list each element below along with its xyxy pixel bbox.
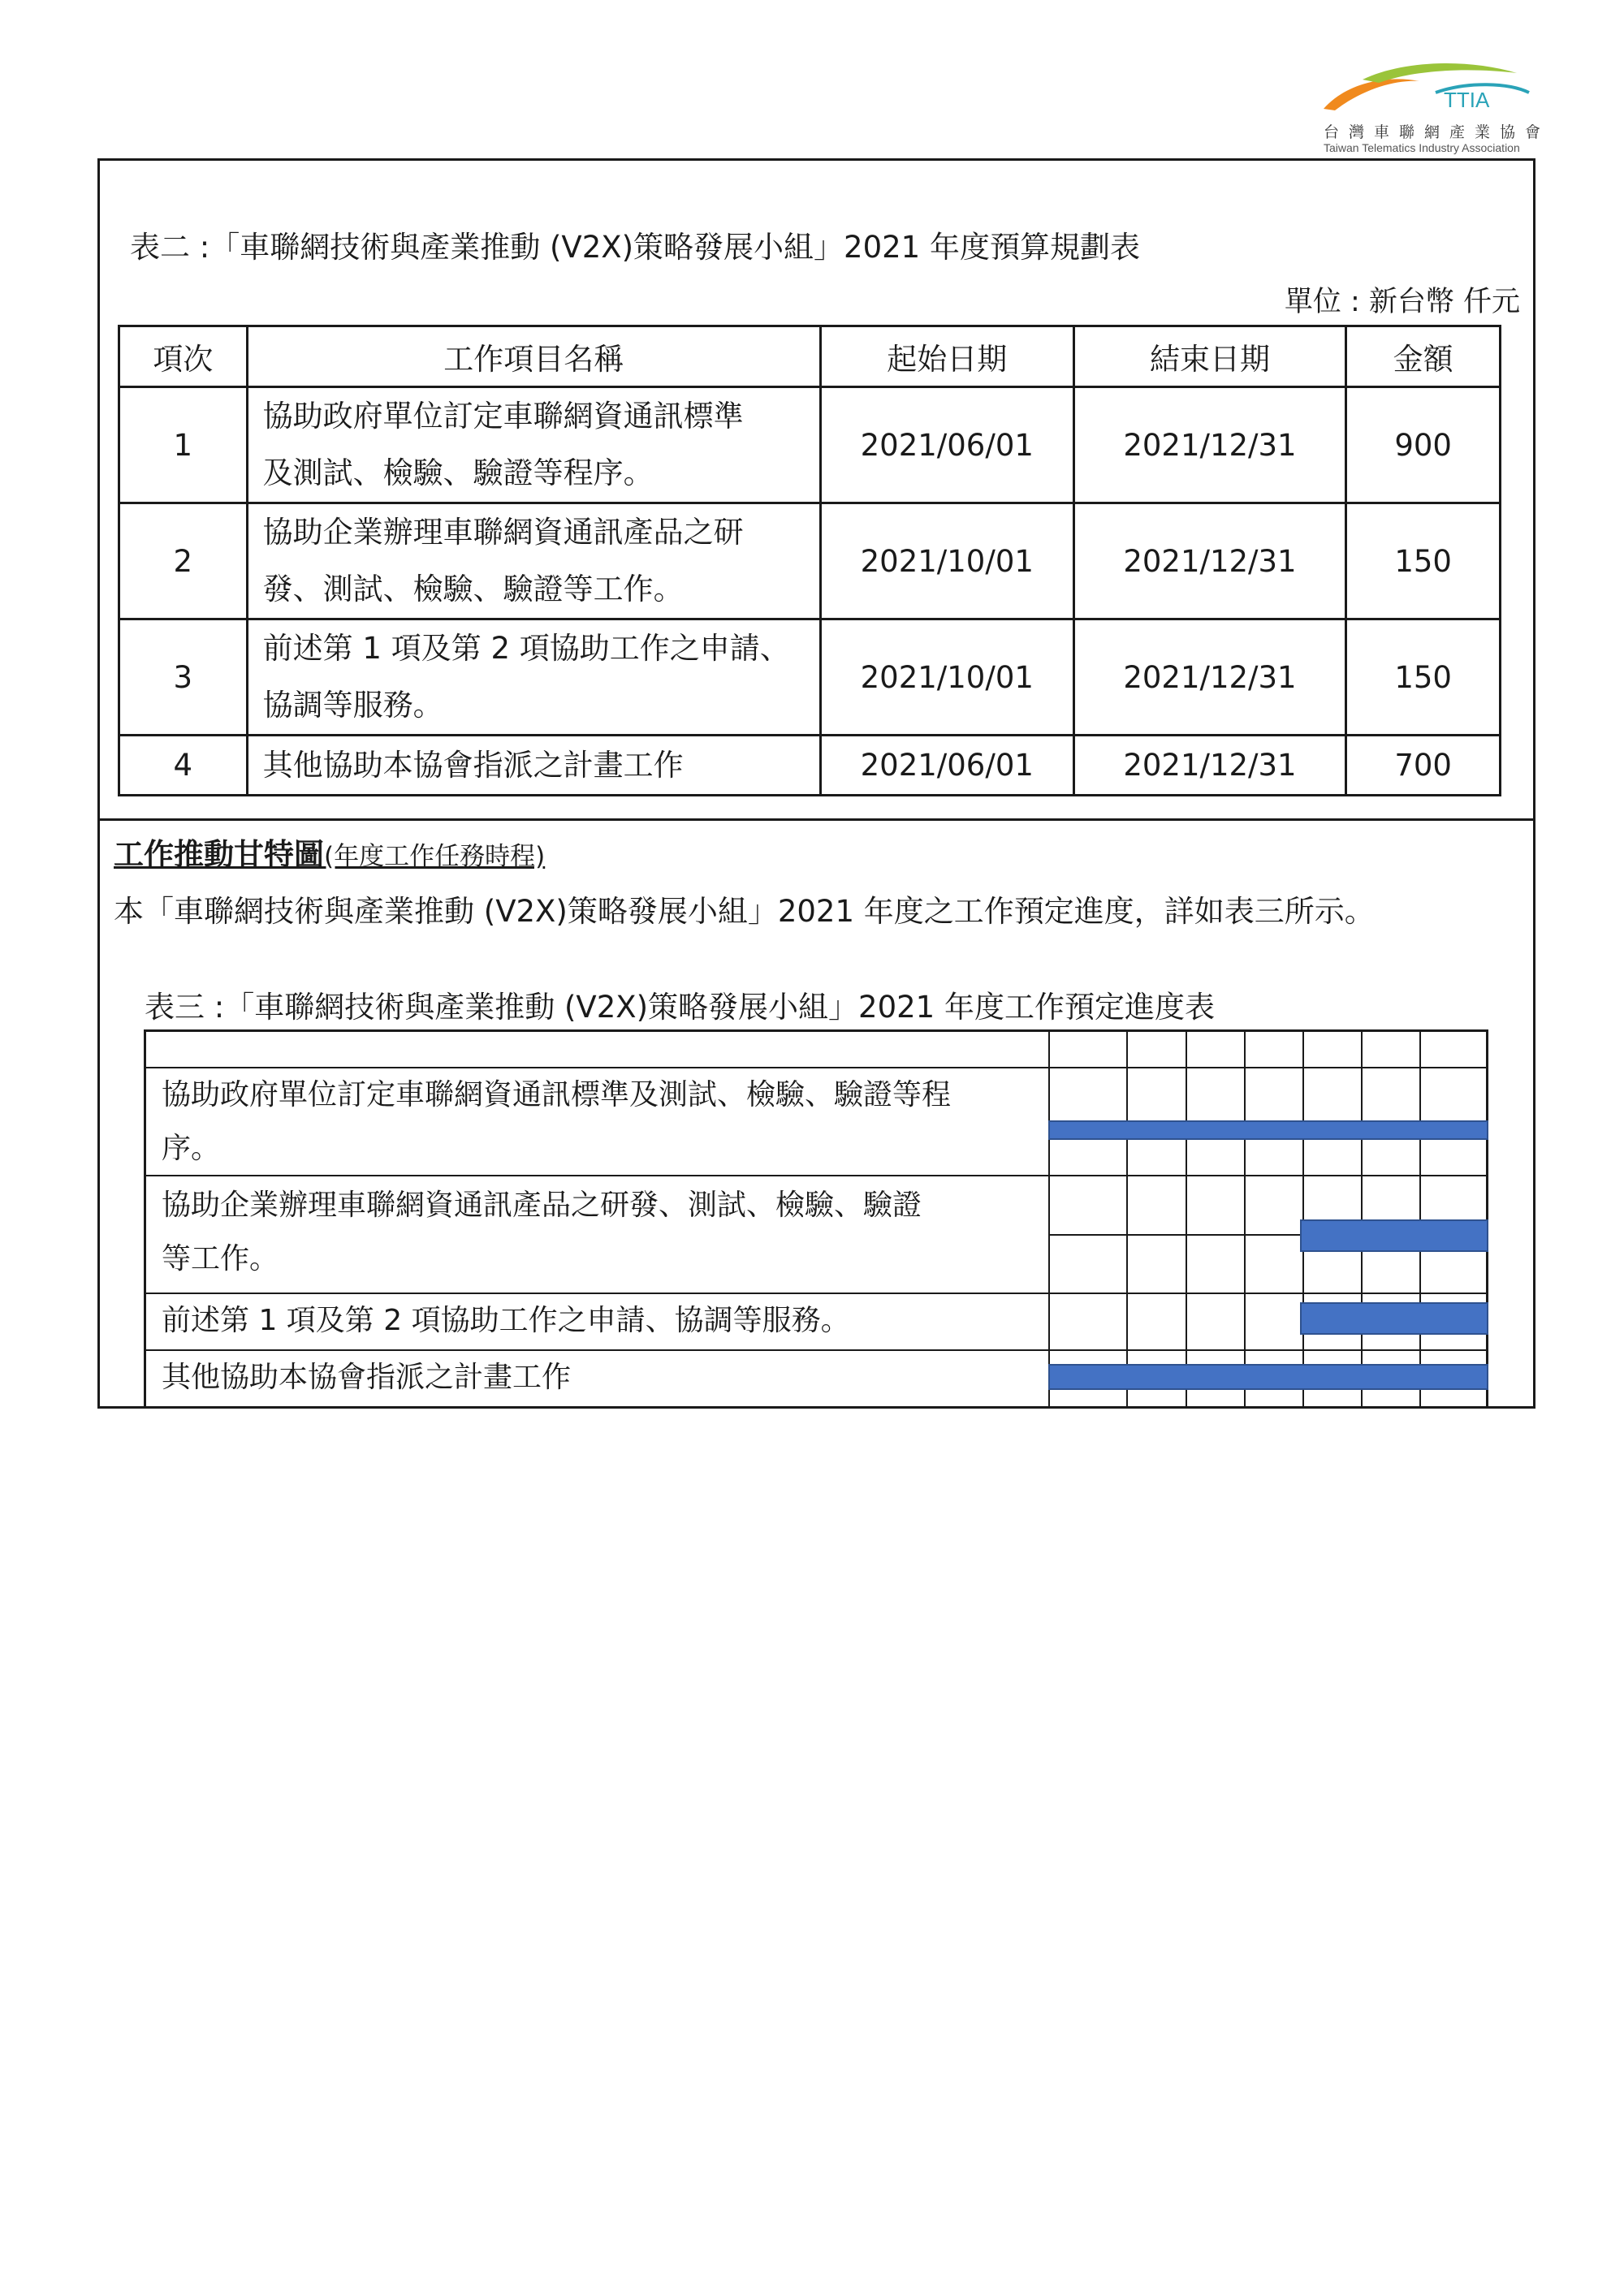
header-end-date: 結束日期 — [1073, 326, 1346, 387]
header-amount: 金額 — [1346, 326, 1501, 387]
logo-swoosh-orange — [1324, 79, 1419, 110]
header-item-no: 項次 — [119, 326, 248, 387]
logo-mark: TTIA — [1444, 88, 1490, 112]
item-no: 2 — [119, 503, 248, 619]
table2-unit: 單位 : 新台幣 仟元 — [1284, 286, 1520, 318]
gantt-task-line: 其他協助本協會指派之計畫工作 — [162, 1361, 572, 1394]
end-date: 2021/12/31 — [1073, 619, 1346, 736]
item-name-line: 及測試、檢驗、驗證等程序。 — [262, 455, 654, 490]
amount: 900 — [1346, 387, 1501, 503]
end-date: 2021/12/31 — [1073, 387, 1346, 503]
logo-swoosh-green — [1363, 63, 1517, 83]
header-start-date: 起始日期 — [820, 326, 1073, 387]
gantt-task-label — [162, 1294, 850, 1348]
gantt-border-bottom — [144, 1406, 1488, 1409]
budget-table — [118, 325, 1501, 796]
start-date: 2021/10/01 — [820, 619, 1073, 736]
table-row — [119, 387, 1501, 503]
gantt-task-line: 等工作。 — [162, 1242, 279, 1275]
header-item-name: 工作項目名稱 — [247, 326, 820, 387]
end-date: 2021/12/31 — [1073, 503, 1346, 619]
end-date: 2021/12/31 — [1073, 736, 1346, 796]
gantt-title-sub: (年度工作任務時程) — [324, 842, 546, 871]
table-row — [119, 736, 1501, 796]
amount: 150 — [1346, 619, 1501, 736]
amount: 150 — [1346, 503, 1501, 619]
gantt-title-main: 工作推動甘特圖 — [114, 837, 324, 872]
gantt-task-label — [162, 1068, 951, 1176]
gantt-col-line — [1048, 1029, 1050, 1409]
gantt-col-line — [1244, 1029, 1246, 1409]
item-name-line: 前述第 1 項及第 2 項協助工作之申請、 — [262, 631, 790, 666]
gantt-task-line: 協助企業辦理車聯網資通訊產品之研發、測試、檢驗、驗證 — [162, 1189, 922, 1222]
item-name — [247, 503, 820, 619]
item-name-line: 其他協助本協會指派之計畫工作 — [262, 747, 684, 783]
item-no: 3 — [119, 619, 248, 736]
gantt-task-line: 前述第 1 項及第 2 項協助工作之申請、協調等服務。 — [162, 1304, 850, 1337]
amount: 700 — [1346, 736, 1501, 796]
start-date: 2021/06/01 — [820, 736, 1073, 796]
item-name-line: 協助企業辦理車聯網資通訊產品之研 — [262, 515, 744, 550]
gantt-bar — [1048, 1364, 1488, 1390]
table2-caption: 表二 :「車聯網技術與產業推動 (V2X)策略發展小組」2021 年度預算規劃表 — [130, 230, 1140, 265]
gantt-bar — [1300, 1302, 1488, 1335]
gantt-section-title — [114, 830, 545, 874]
logo-name-en: Taiwan Telematics Industry Association — [1324, 141, 1520, 154]
gantt-task-label — [162, 1179, 922, 1286]
item-name-line: 協調等服務。 — [262, 688, 443, 723]
gantt-border-top — [144, 1029, 1488, 1032]
item-no: 1 — [119, 387, 248, 503]
start-date: 2021/10/01 — [820, 503, 1073, 619]
table3-caption: 表三 :「車聯網技術與產業推動 (V2X)策略發展小組」2021 年度工作預定進度表 — [145, 990, 1215, 1025]
table-row — [119, 503, 1501, 619]
gantt-col-line — [1186, 1029, 1187, 1409]
gantt-table — [144, 1029, 1488, 1409]
frame-divider — [97, 818, 1535, 821]
item-name-line: 協助政府單位訂定車聯網資通訊標準 — [262, 399, 744, 434]
gantt-col-line — [1126, 1029, 1128, 1409]
item-name-line: 發、測試、檢驗、驗證等工作。 — [262, 572, 684, 606]
start-date: 2021/06/01 — [820, 387, 1073, 503]
gantt-bar — [1048, 1120, 1488, 1140]
gantt-intro: 本「車聯網技術與產業推動 (V2X)策略發展小組」2021 年度之工作預定進度，詳如表三所示。 — [114, 894, 1375, 929]
budget-header-row — [119, 326, 1501, 387]
item-no: 4 — [119, 736, 248, 796]
gantt-task-line: 協助政府單位訂定車聯網資通訊標準及測試、檢驗、驗證等程 — [162, 1078, 952, 1111]
table-row — [119, 619, 1501, 736]
gantt-task-line: 序。 — [162, 1132, 221, 1165]
gantt-bar — [1300, 1219, 1488, 1252]
logo-name-cn: 台灣車聯網產業協會 — [1324, 123, 1551, 141]
item-name — [247, 387, 820, 503]
gantt-border-left — [144, 1029, 146, 1409]
item-name — [247, 736, 820, 796]
item-name — [247, 619, 820, 736]
gantt-task-label — [162, 1351, 571, 1405]
